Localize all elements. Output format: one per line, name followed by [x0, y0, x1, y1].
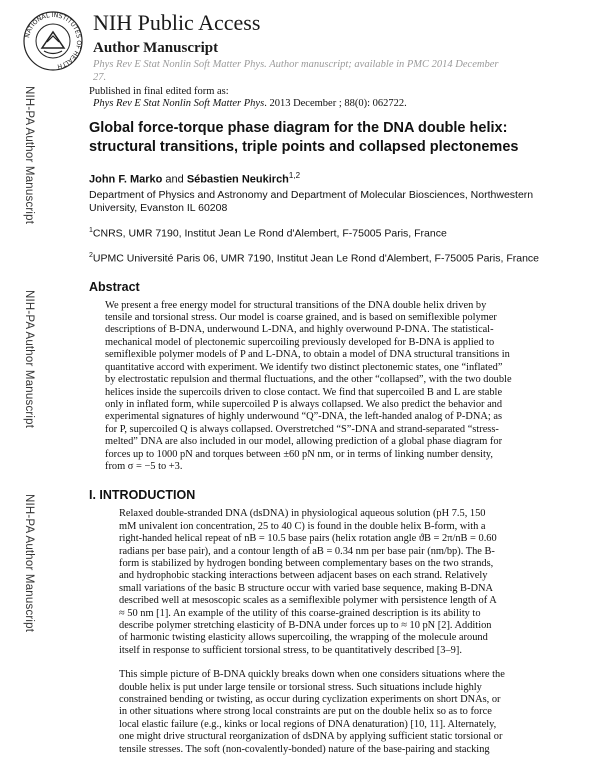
citation-line: Phys Rev E Stat Nonlin Soft Matter Phys. Author manuscript; available in PMC 2014 December: [93, 59, 499, 70]
text-line: right-handed helical repeat of nB = 10.5 base pairs (helix rotation angle ϑB = 2π/nB = 0.60: [119, 533, 497, 545]
text-line: for P, supercoiled Q is always collapsed. Overstretched “S”-DNA and strand-separated “stress-: [105, 423, 499, 435]
text-line: descriptions of B-DNA, underwound L-DNA, and highly overwound P-DNA. The statistical-: [105, 324, 494, 336]
affiliation-line: University, Evanston IL 60208: [89, 201, 228, 214]
author-name: Sébastien Neukirch: [186, 173, 289, 186]
text-line: Relaxed double-stranded DNA (dsDNA) in physiological aqueous solution (pH 7.5, 150: [119, 508, 486, 520]
intro-paragraph-1: [119, 508, 589, 657]
affiliation-line: Department of Physics and Astronomy and Department of Molecular Biosciences, Northwestern: [89, 188, 534, 201]
abstract-text: [105, 300, 565, 474]
side-label: NIH-PA Author Manuscript: [23, 494, 35, 633]
affiliation-marker: 1: [89, 226, 93, 234]
author-affiliation-marker: 1,2: [288, 171, 301, 180]
text-line: form is stabilized by hydrogen bonding between complementary bases on the two strands,: [119, 557, 494, 569]
title-line: structural transitions, triple points and collapsed plectonemes: [89, 139, 519, 155]
text-line: tensile and torsional stress. Our model is coarse grained, and is based on semiflexible polymer: [105, 312, 497, 324]
citation-line: 27.: [93, 72, 107, 83]
text-line: radians per base pair), and a contour length of aB = 0.34 nm per base pair (nm/bp). The B-: [119, 545, 495, 557]
text-line: local elastic failure (e.g., kinks or local regions of DNA denaturation) [10, 11]. Alternately,: [119, 718, 497, 730]
text-line: and hydrophobic stacking interactions between adjacent bases on each strand. Relatively: [119, 570, 488, 582]
affiliation-text: UPMC Université Paris 06, UMR 7190, Institut Jean Le Rond d'Alembert, F-75005 Paris, France: [92, 252, 540, 265]
journal-name: Phys Rev E Stat Nonlin Soft Matter Phys: [93, 98, 265, 109]
svg-text:NATIONAL INSTITUTES OF HEALTH: NATIONAL INSTITUTES OF HEALTH: [24, 11, 83, 70]
text-line: helices inside the supercoils driven to close contact. We find that supercoiled B and L are stable: [105, 386, 503, 398]
affiliation-2: [89, 249, 589, 266]
text-line: double helix is put under large tensile or torsional stress. Such situations include highly: [119, 681, 482, 693]
text-line: described well at mesoscopic scales as a semiflexible polymer with persistence length of A: [119, 595, 497, 607]
author-manuscript-label: Author Manuscript: [93, 40, 219, 56]
nih-seal-logo: [22, 10, 84, 72]
published-label: Published in final edited form as:: [89, 86, 229, 97]
text-line: itself in response to sufficient torsional stress, to be quantitatively described [3–9].: [119, 644, 462, 656]
text-line: describe polymer stretching elasticity of B-DNA under forces up to ≈ 10 pN [2]. Addition: [119, 620, 492, 631]
author-separator: and: [162, 173, 187, 186]
article-body: [89, 86, 589, 756]
text-line: from σ = −5 to +3.: [105, 460, 183, 472]
published-citation: [93, 98, 589, 110]
affiliation-marker: 2: [89, 252, 93, 260]
text-line: semiflexible polymer models of P and L-DNA, to obtain a model of DNA structural transitions in: [105, 349, 510, 361]
text-line: melted” DNA are also included in our model, allowing prediction of a global phase diagram for: [105, 436, 503, 448]
text-line: small variations of the basic B structure occur with varied base sequence, making B-DNA: [119, 582, 493, 594]
text-line: only in inflated form, while supercoiled P is always collapsed. We also predict the behavior and: [105, 398, 503, 410]
citation-details: . 2013 December ; 88(0): 062722.: [264, 98, 407, 109]
affiliation-text: CNRS, UMR 7190, Institut Jean Le Rond d'Alembert, F-75005 Paris, France: [92, 227, 447, 240]
author-list: [89, 171, 589, 186]
text-line: constrained bending or twisting, as occur during cyclization experiments on short DNAs, or: [119, 694, 501, 706]
text-line: forces up to 1000 pN and torques between ±60 pN nm, or in terms of linking number density,: [105, 448, 493, 460]
text-line: mechanical model of plectonemic supercoiling previously developed for B-DNA is applied to: [105, 336, 495, 348]
intro-paragraph-2: [119, 669, 589, 756]
article-title: [89, 119, 589, 157]
text-line: ≈ 50 nm [1]. An example of the utility of this coarse-grained description is its ability to: [119, 607, 481, 619]
affiliation-1: [89, 224, 589, 241]
side-label: NIH-PA Author Manuscript: [23, 86, 35, 225]
text-line: We present a free energy model for structural transitions of the DNA double helix driven by: [105, 299, 487, 311]
author-name: John F. Marko: [89, 173, 163, 186]
text-line: in other situations where strong local constraints are put on the double helix so as to force: [119, 706, 492, 718]
side-label: NIH-PA Author Manuscript: [23, 290, 35, 429]
text-line: tensile stresses. The soft (non-covalently-bonded) nature of the base-pairing and stacking: [119, 743, 490, 755]
text-line: This simple picture of B-DNA quickly breaks down when one considers situations where the: [119, 669, 505, 681]
text-line: by electrostatic repulsion and thermal fluctuations, and the other “collapsed”, with the two double: [105, 374, 512, 386]
affiliation-main: [89, 189, 589, 215]
text-line: experimental signatures of highly underwound “Q”-DNA, the left-handed analog of P-DNA; as: [105, 411, 503, 423]
title-line: Global force-torque phase diagram for the DNA double helix:: [89, 120, 508, 136]
text-line: of harmonic twisting elasticity allows supercoiling, the wrapping of the molecule around: [119, 632, 488, 644]
manuscript-citation: [93, 58, 523, 84]
abstract-heading: Abstract: [89, 279, 140, 294]
introduction-heading: I. INTRODUCTION: [89, 488, 196, 503]
text-line: mM univalent ion concentration, 25 to 40 C) is found in the double helix B-form, with a: [119, 520, 486, 532]
text-line: one might drive structural reorganization of dsDNA by applying sufficient static torsional or: [119, 731, 503, 743]
text-line: quantitative accord with experiment. We identify two distinct plectonemic states, one “inflated”: [105, 361, 503, 373]
nih-public-access-title: NIH Public Access: [93, 10, 261, 35]
